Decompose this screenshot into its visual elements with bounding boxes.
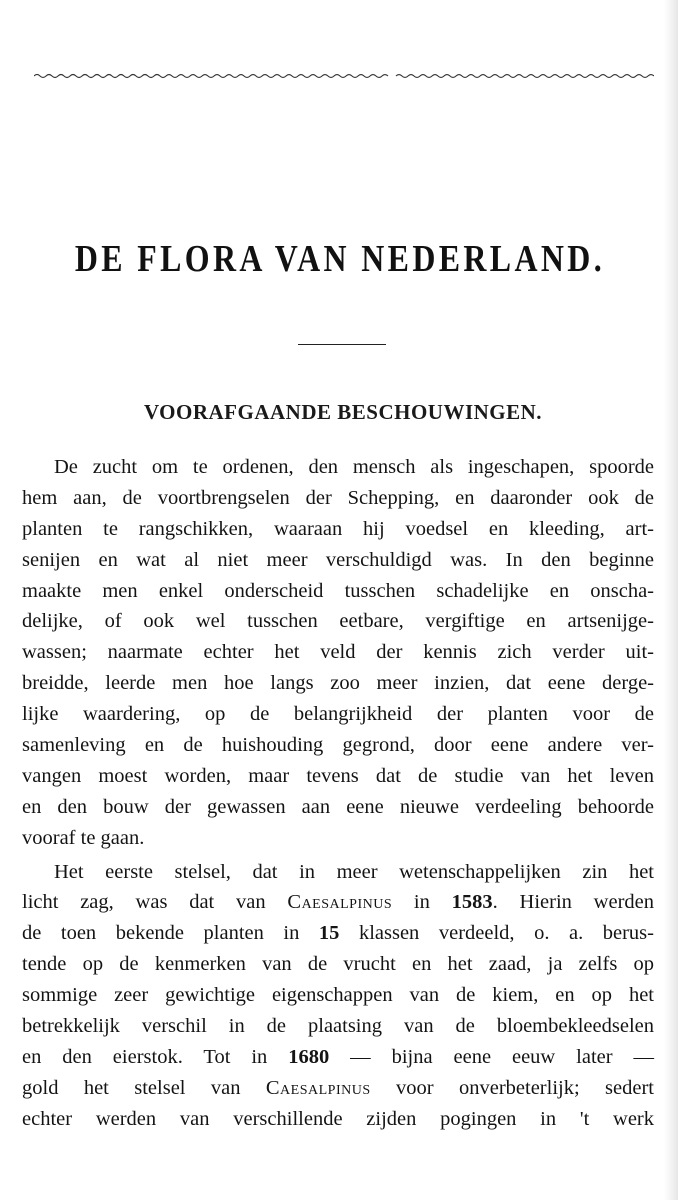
text-line: vooraf te gaan. (22, 826, 145, 849)
body-text (22, 452, 654, 1135)
text-line (22, 1042, 654, 1073)
text-line: vangen moest worden, maar tevens dat de studie van het leven (22, 764, 654, 787)
text-line: Het eerste stelsel, dat in meer wetenschappelijken zin het (54, 860, 654, 883)
text-line (22, 918, 654, 949)
author-name: Caesalpinus (265, 1076, 371, 1099)
paragraph-2 (22, 857, 654, 1135)
page-title: DE FLORA VAN NEDERLAND. (74, 238, 606, 280)
text-span: klassen verdeeld, o. a. berus- (339, 922, 654, 945)
section-subtitle: VOORAFGAANDE BESCHOUWINGEN. (143, 400, 543, 424)
text-line (22, 1073, 654, 1104)
text-span: voor onverbeterlijk; sedert (370, 1076, 654, 1099)
text-line: echter werden van verschillende zijden pogingen in 't werk (22, 1107, 654, 1130)
text-line: planten te rangschikken, waaraan hij voedsel en kleeding, art- (22, 517, 654, 540)
text-span: gold het stelsel van (22, 1076, 266, 1099)
year: 1583 (451, 891, 493, 914)
text-line: senijen en wat al niet meer verschuldigd was. In den beginne (22, 548, 654, 571)
paragraph-1 (22, 452, 654, 854)
text-line: samenleving en de huishouding gegrond, door eene andere ver- (22, 734, 654, 757)
text-line: breidde, leerde men hoe langs zoo meer inzien, dat eene derge- (22, 672, 654, 695)
text-line: maakte men enkel onderscheid tusschen schadelijke en onscha- (22, 579, 654, 602)
text-line: wassen; naarmate echter het veld der kennis zich verder uit- (22, 641, 654, 664)
text-span: . Hierin werden (492, 891, 654, 914)
author-name: Caesalpinus (287, 891, 393, 914)
title-divider (298, 344, 386, 345)
text-span: in (392, 891, 452, 914)
text-line: delijke, of ook wel tusschen eetbare, vergiftige en artsenijge- (22, 610, 654, 633)
text-line: lijke waardering, op de belangrijkheid der planten voor de (22, 703, 654, 726)
text-line: betrekkelijk verschil in de plaatsing van de bloembekleedselen (22, 1015, 654, 1038)
text-line: hem aan, de voortbrengselen der Schepping, en daaronder ook de (22, 486, 654, 509)
text-span: licht zag, was dat van (22, 891, 288, 914)
text-span: — bijna eene eeuw later — (329, 1045, 654, 1068)
decorative-wavy-rule (34, 72, 654, 80)
text-line: tende op de kenmerken van de vrucht en het zaad, ja zelfs op (22, 953, 654, 976)
text-line: De zucht om te ordenen, den mensch als ingeschapen, spoorde (54, 456, 654, 478)
text-line: sommige zeer gewichtige eigenschappen van de kiem, en op het (22, 984, 654, 1007)
number: 15 (318, 922, 340, 945)
text-line: en den bouw der gewassen aan eene nieuwe verdeeling behoorde (22, 795, 654, 818)
page-edge-shadow (664, 0, 678, 1200)
year: 1680 (288, 1045, 330, 1068)
text-span: en den eierstok. Tot in (22, 1045, 289, 1068)
text-line (22, 887, 654, 918)
text-span: de toen bekende planten in (22, 922, 319, 945)
